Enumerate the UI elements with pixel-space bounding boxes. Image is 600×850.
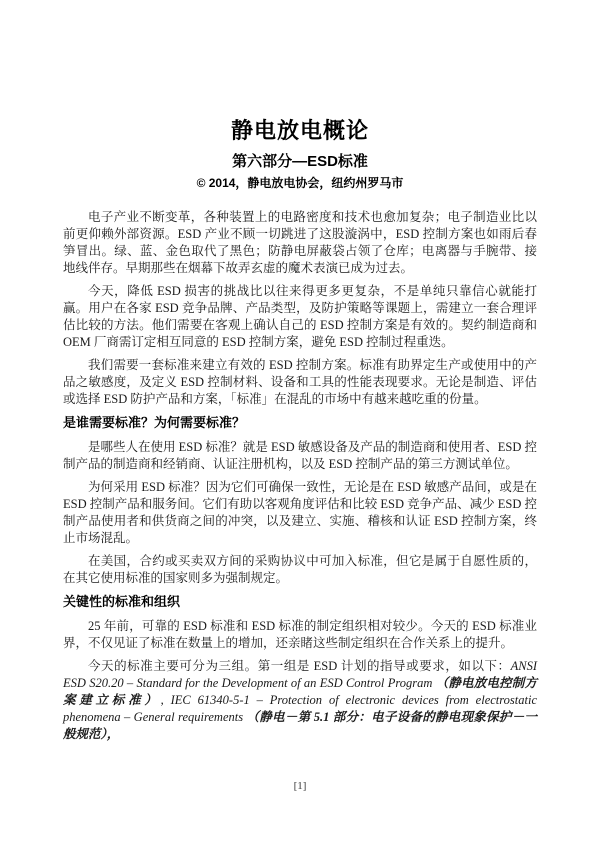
section-heading-who-needs-standards: 是谁需要标准？为何需要标准？ <box>63 415 246 431</box>
document-title: 静电放电概论 <box>230 118 369 143</box>
section-heading-key-standards-orgs: 关键性的标准和组织 <box>63 594 181 610</box>
page-number: [1] <box>293 780 307 792</box>
text-segment-ansi-esd-s2020: ANSI ESD S20.20 – Standard for the Development of an ESD Control Program <box>63 659 537 691</box>
text-segment-iec-61340: , IEC 61340-5-1 – Protection of electronic devices from electrostatic phenomena – General requirements <box>63 693 537 725</box>
text-segment-iec-chinese-name: （静电－第 5.1 部分：电子设备的静电现象保护－一般规范）， <box>63 710 537 742</box>
paragraph-standards-groups <box>63 658 537 743</box>
paragraph-intro: 电子产业不断变革，各种装置上的电路密度和技术也愈加复杂；电子制造业比以前更仰赖外部资源。ESD 产业不顾一切跳进了这股漩涡中，ESD 控制方案也如雨后春笋冒出。绿、蓝、金色取代了黑色；防静电屏蔽袋占领了仓库；电离器与手腕带、接地线伴存。早期那些在烟幕下故弄玄虚的魔术表演已成为过去。 <box>63 210 537 276</box>
text-segment-ansi-chinese-name: （静电放电控制方案建立标准） <box>63 676 537 708</box>
paragraph-why-adopt-standards: 为何采用 ESD 标准？因为它们可确保一致性，无论是在 ESD 敏感产品间，或是在 ESD 控制产品和服务间。它们有助以客观角度评估和比较 ESD 竞争产品、减少 ESD 控制产品使用者和供货商之间的冲突，以及建立、实施、稽核和认证 ESD 控制方案，终止市场混乱。 <box>63 480 537 546</box>
paragraph-challenge: 今天，降低 ESD 损害的挑战比以往来得更多更复杂，不是单纯只靠信心就能打赢。用户在各家 ESD 竞争品牌、产品类型，及防护策略等课题上，需建立一套合理评估比较的方法。他们需要在客观上确认自己的 ESD 控制方案是有效的。契约制造商和 OEM 厂商需订定相互同意的 ESD 控制方案，避免 ESD 控制过程重迭。 <box>63 284 537 350</box>
paragraph-who-uses-standards: 是哪些人在使用 ESD 标准？就是 ESD 敏感设备及产品的制造商和使用者、ESD 控制产品的制造商和经销商、认证注册机构，以及 ESD 控制产品的第三方测试单位。 <box>63 440 537 472</box>
copyright-line: © 2014，静电放电协会，纽约州罗马市 <box>196 176 404 191</box>
paragraph-25-years-ago: 25 年前，可靠的 ESD 标准和 ESD 标准的制定组织相对较少。今天的 ESD 标准业界，不仅见证了标准在数量上的增加，还亲睹这些制定组织在合作关系上的提升。 <box>63 619 537 651</box>
document-subtitle: 第六部分—ESD标准 <box>232 153 368 171</box>
text-segment-intro: 今天的标准主要可分为三组。第一组是 ESD 计划的指导或要求，如以下： <box>88 659 511 674</box>
paragraph-us-voluntary: 在美国，合约或买卖双方间的采购协议中可加入标准，但它是属于自愿性质的，在其它使用标准的国家则多为强制规定。 <box>63 554 537 586</box>
paragraph-need-standards: 我们需要一套标准来建立有效的 ESD 控制方案。标准有助界定生产或使用中的产品之敏感度，及定义 ESD 控制材料、设备和工具的性能表现要求。无论是制造、评估或选择 ESD 防护产品和方案，「标准」在混乱的市场中有越来越吃重的份量。 <box>63 358 537 407</box>
